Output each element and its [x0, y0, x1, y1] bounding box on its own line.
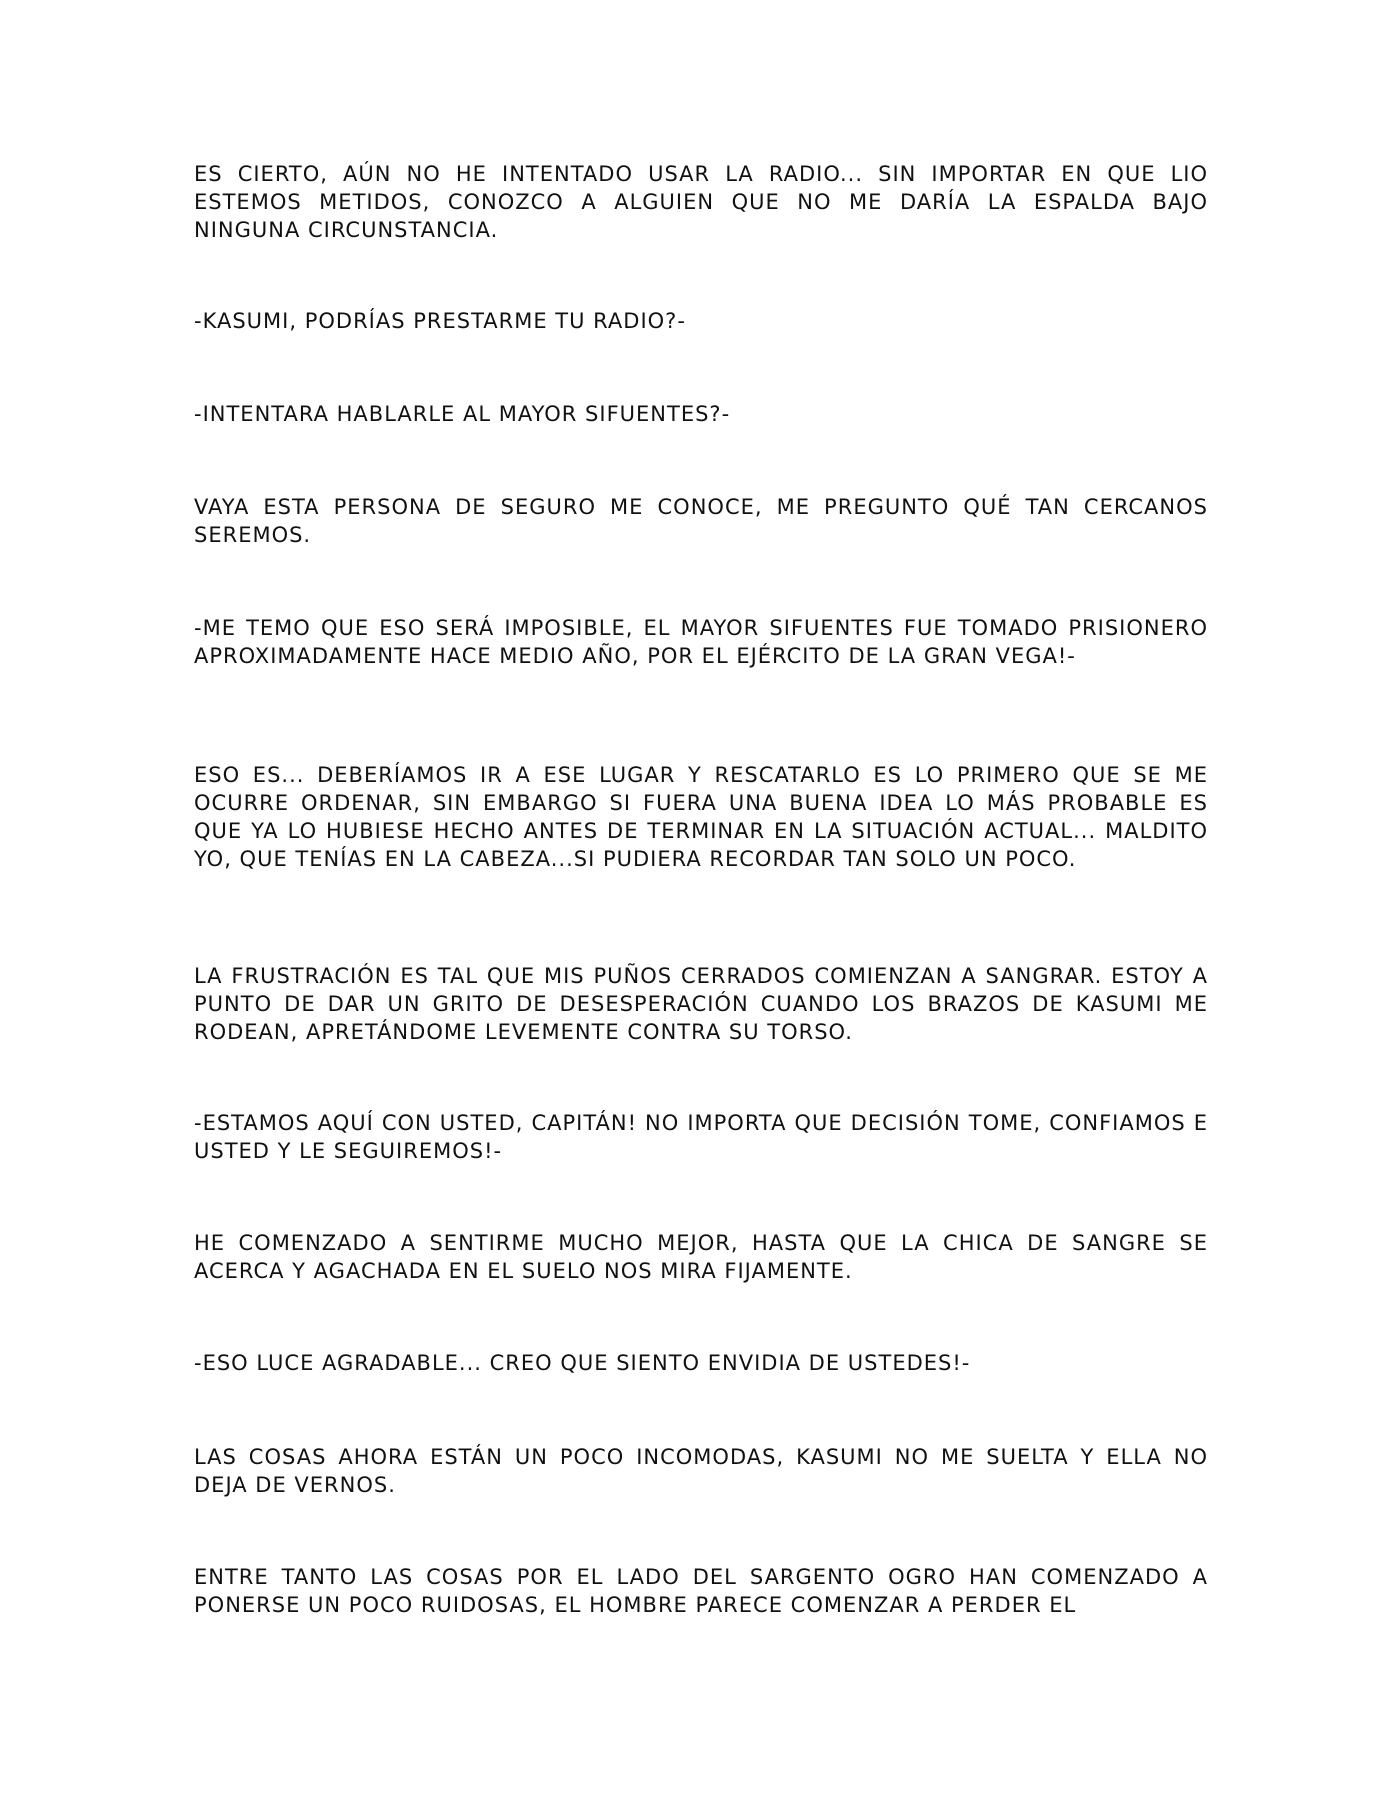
paragraph-rescatarlo: ESO ES... DEBERÍAMOS IR A ESE LUGAR Y RESCATARLO ES LO PRIMERO QUE SE ME OCURRE ORDENAR, SIN EMBARGO SI FUERA UNA BUENA IDEA LO MÁS PROBABLE ES QUE YA LO HUBIESE HECHO ANTES DE TERMINAR EN LA SITUACIÓN ACTUAL... MALDITO YO, QUE TENÍAS EN LA CABEZA...SI PUDIERA RECORDAR TAN SOLO UN POCO. [194, 763, 1208, 871]
paragraph-persona: VAYA ESTA PERSONA DE SEGURO ME CONOCE, ME PREGUNTO QUÉ TAN CERCANOS SEREMOS. [194, 495, 1208, 547]
paragraph-sentirme-mejor: HE COMENZADO A SENTIRME MUCHO MEJOR, HASTA QUE LA CHICA DE SANGRE SE ACERCA Y AGACHADA EN EL SUELO NOS MIRA FIJAMENTE. [194, 1231, 1208, 1283]
dialogue-envidia: -ESO LUCE AGRADABLE... CREO QUE SIENTO ENVIDIA DE USTEDES!- [194, 1351, 971, 1375]
paragraph-incomodas: LAS COSAS AHORA ESTÁN UN POCO INCOMODAS, KASUMI NO ME SUELTA Y ELLA NO DEJA DE VERNOS. [194, 1445, 1208, 1497]
dialogue-estamos-aqui: -ESTAMOS AQUÍ CON USTED, CAPITÁN! NO IMPORTA QUE DECISIÓN TOME, CONFIAMOS E USTED Y LE SEGUIREMOS!- [194, 1111, 1208, 1163]
dialogue-kasumi-radio: -KASUMI, PODRÍAS PRESTARME TU RADIO?- [194, 309, 686, 333]
paragraph-frustracion: LA FRUSTRACIÓN ES TAL QUE MIS PUÑOS CERRADOS COMIENZAN A SANGRAR. ESTOY A PUNTO DE DAR UN GRITO DE DESESPERACIÓN CUANDO LOS BRAZOS DE KASUMI ME RODEAN, APRETÁNDOME LEVEMENTE CONTRA SU TORSO. [194, 964, 1208, 1044]
paragraph-sargento-ogro: ENTRE TANTO LAS COSAS POR EL LADO DEL SARGENTO OGRO HAN COMENZADO A PONERSE UN POCO RUIDOSAS, EL HOMBRE PARECE COMENZAR A PERDER EL [194, 1565, 1208, 1617]
paragraph-radio: ES CIERTO, AÚN NO HE INTENTADO USAR LA RADIO... SIN IMPORTAR EN QUE LIO ESTEMOS METIDOS, CONOZCO A ALGUIEN QUE NO ME DARÍA LA ESPALDA BAJO NINGUNA CIRCUNSTANCIA. [194, 162, 1208, 242]
dialogue-imposible: -ME TEMO QUE ESO SERÁ IMPOSIBLE, EL MAYOR SIFUENTES FUE TOMADO PRISIONERO APROXIMADAMENTE HACE MEDIO AÑO, POR EL EJÉRCITO DE LA GRAN VEGA!- [194, 616, 1208, 668]
dialogue-mayor-sifuentes: -INTENTARA HABLARLE AL MAYOR SIFUENTES?- [194, 402, 731, 426]
